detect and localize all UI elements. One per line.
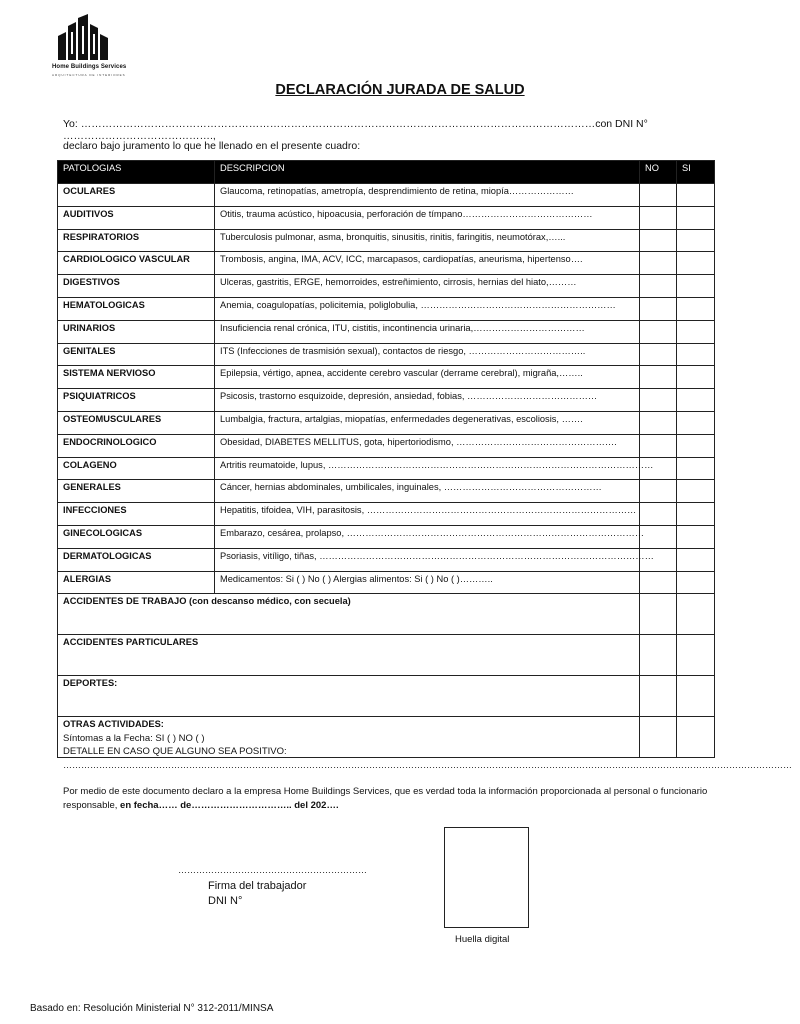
row-si-cell[interactable] [677, 676, 715, 717]
table-row [58, 389, 715, 412]
row-no-cell[interactable] [640, 275, 677, 298]
building-logo-icon [52, 12, 116, 62]
signature-line[interactable]: ……………………………………………………… [178, 865, 367, 875]
declaration-text [63, 785, 723, 813]
row-category: GENERALES [58, 480, 215, 503]
table-row [58, 229, 715, 252]
row-si-cell[interactable] [677, 457, 715, 480]
table-row-extended [58, 594, 715, 635]
row-category: INFECCIONES [58, 503, 215, 526]
row-si-cell[interactable] [677, 366, 715, 389]
declaration-body: Por medio de este documento declaro a la empresa Home Buildings Services, que es verdad toda la información proporcionada al personal o funcionario responsable, [63, 786, 708, 811]
row-description: Otitis, trauma acústico, hipoacusia, perforación de tímpano…………………………………… [215, 206, 640, 229]
table-row [58, 457, 715, 480]
table-row [58, 366, 715, 389]
row-category: DERMATOLOGICAS [58, 548, 215, 571]
row-description: Glaucoma, retinopatías, ametropía, desprendimiento de retina, miopía………………… [215, 184, 640, 207]
row-si-cell[interactable] [677, 571, 715, 594]
row-description: Embarazo, cesárea, prolapso, …………………………………………………………………………………… [215, 525, 640, 548]
row-no-cell[interactable] [640, 571, 677, 594]
row-si-cell[interactable] [677, 275, 715, 298]
extended-row-label[interactable]: OTRAS ACTIVIDADES: [58, 717, 640, 758]
row-no-cell[interactable] [640, 411, 677, 434]
fingerprint-box[interactable] [444, 827, 529, 928]
table-row [58, 252, 715, 275]
document-title: DECLARACIÓN JURADA DE SALUD [275, 82, 525, 98]
row-si-cell[interactable] [677, 206, 715, 229]
row-description: Obesidad, DIABETES MELLITUS, gota, hipertoriodismo, ……………………………………………. [215, 434, 640, 457]
row-si-cell[interactable] [677, 343, 715, 366]
row-no-cell[interactable] [640, 480, 677, 503]
row-no-cell[interactable] [640, 320, 677, 343]
row-si-cell[interactable] [677, 503, 715, 526]
table-row [58, 206, 715, 229]
row-description: Hepatitis, tifoidea, VIH, parasitosis, …………………………………………………………………………… [215, 503, 640, 526]
table-row [58, 434, 715, 457]
row-category: RESPIRATORIOS [58, 229, 215, 252]
row-si-cell[interactable] [677, 434, 715, 457]
table-row-extended [58, 635, 715, 676]
row-category: DIGESTIVOS [58, 275, 215, 298]
row-category: URINARIOS [58, 320, 215, 343]
row-category: CARDIOLOGICO VASCULAR [58, 252, 215, 275]
row-si-cell[interactable] [677, 297, 715, 320]
row-description: Psoriasis, vitíligo, tiñas, ……………………………………………………………………………………………… [215, 548, 640, 571]
sintomas-line[interactable]: Síntomas a la Fecha: SI ( ) NO ( ) [63, 733, 205, 744]
row-si-cell[interactable] [677, 480, 715, 503]
row-description: Lumbalgia, fractura, artalgias, miopatías, enfermedades degenerativas, escoliosis, ……. [215, 411, 640, 434]
row-no-cell[interactable] [640, 594, 677, 635]
oath-line: declaro bajo juramento lo que he llenado en el presente cuadro: [63, 140, 361, 152]
extended-row-label[interactable]: ACCIDENTES PARTICULARES [58, 635, 640, 676]
footer-reference: Basado en: Resolución Ministerial N° 312-2011/MINSA [30, 1003, 274, 1014]
row-description: Psicosis, trastorno esquizoide, depresión, ansiedad, fobias, …………………………………… [215, 389, 640, 412]
header-no: NO [640, 161, 677, 184]
company-logo [52, 12, 134, 78]
table-row [58, 275, 715, 298]
row-no-cell[interactable] [640, 206, 677, 229]
row-si-cell[interactable] [677, 252, 715, 275]
signature-label: Firma del trabajador [208, 880, 307, 892]
row-description: Tuberculosis pulmonar, asma, bronquitis, sinusitis, rinitis, faringitis, neumotórax,…... [215, 229, 640, 252]
row-no-cell[interactable] [640, 252, 677, 275]
row-si-cell[interactable] [677, 717, 715, 758]
row-category: HEMATOLOGICAS [58, 297, 215, 320]
fingerprint-label: Huella digital [455, 934, 510, 945]
table-row [58, 480, 715, 503]
row-description: ITS (Infecciones de trasmisión sexual), contactos de riesgo, ……………………………….. [215, 343, 640, 366]
row-category: ENDOCRINOLOGICO [58, 434, 215, 457]
row-category: GINECOLOGICAS [58, 525, 215, 548]
header-patologias: PATOLOGIAS [58, 161, 215, 184]
row-description: Trombosis, angina, IMA, ACV, ICC, marcapasos, cardiopatías, aneurisma, hipertenso…. [215, 252, 640, 275]
row-description: Artritis reumatoide, lupus, …………………………………………………………………………………………… [215, 457, 640, 480]
row-si-cell[interactable] [677, 320, 715, 343]
extended-row-label[interactable]: ACCIDENTES DE TRABAJO (con descanso médico, con secuela) [58, 594, 640, 635]
table-row [58, 411, 715, 434]
detalle-label: DETALLE EN CASO QUE ALGUNO SEA POSITIVO: [63, 746, 287, 757]
header-si: SI [677, 161, 715, 184]
logo-tagline: ARQUITECTURA DE INTERIORES [52, 73, 126, 77]
row-description: Cáncer, hernias abdominales, umbilicales, inguinales, …………………………………………… [215, 480, 640, 503]
extended-row-label[interactable]: DEPORTES: [58, 676, 640, 717]
row-category: SISTEMA NERVIOSO [58, 366, 215, 389]
row-no-cell[interactable] [640, 635, 677, 676]
row-si-cell[interactable] [677, 635, 715, 676]
detalle-field[interactable]: ……………………………………………………………………………………………………………………………………………………………………………………………………………………… [63, 760, 792, 770]
declaration-date[interactable]: en fecha…… de………………………….. del 202…. [120, 800, 339, 811]
table-row [58, 320, 715, 343]
row-description: Medicamentos: Si ( ) No ( ) Alergias alimentos: Si ( ) No ( )……….. [215, 571, 640, 594]
row-category: OCULARES [58, 184, 215, 207]
row-category: COLAGENO [58, 457, 215, 480]
row-no-cell[interactable] [640, 229, 677, 252]
table-row [58, 184, 715, 207]
table-row [58, 343, 715, 366]
row-no-cell[interactable] [640, 525, 677, 548]
identity-line[interactable]: Yo: …………………………………………………………………………………………………………………………………con DNI N° ……………………………………., [63, 118, 648, 142]
row-category: ALERGIAS [58, 571, 215, 594]
signature-dni-label: DNI N° [208, 895, 243, 907]
row-si-cell[interactable] [677, 184, 715, 207]
row-category: AUDITIVOS [58, 206, 215, 229]
row-category: PSIQUIATRICOS [58, 389, 215, 412]
row-si-cell[interactable] [677, 548, 715, 571]
health-table [57, 160, 715, 758]
table-header-row [58, 161, 715, 184]
row-si-cell[interactable] [677, 229, 715, 252]
table-row [58, 571, 715, 594]
table-row [58, 297, 715, 320]
row-description: Insuficiencia renal crónica, ITU, cistitis, incontinencia urinaria,……………………………… [215, 320, 640, 343]
row-no-cell[interactable] [640, 366, 677, 389]
row-description: Epilepsia, vértigo, apnea, accidente cerebro vascular (derrame cerebral), migraña,…….. [215, 366, 640, 389]
row-no-cell[interactable] [640, 503, 677, 526]
row-no-cell[interactable] [640, 717, 677, 758]
row-no-cell[interactable] [640, 434, 677, 457]
table-row [58, 503, 715, 526]
row-description: Anemia, coagulopatías, policitemia, poliglobulia, ……………………………………………………… [215, 297, 640, 320]
header-descripcion: DESCRIPCION [215, 161, 640, 184]
logo-name: Home Buildings Services [52, 64, 127, 70]
table-row [58, 548, 715, 571]
row-category: OSTEOMUSCULARES [58, 411, 215, 434]
row-no-cell[interactable] [640, 297, 677, 320]
row-no-cell[interactable] [640, 389, 677, 412]
row-category: GENITALES [58, 343, 215, 366]
table-row-extended [58, 676, 715, 717]
row-si-cell[interactable] [677, 389, 715, 412]
row-si-cell[interactable] [677, 594, 715, 635]
row-si-cell[interactable] [677, 525, 715, 548]
row-no-cell[interactable] [640, 184, 677, 207]
row-description: Ulceras, gastritis, ERGE, hemorroides, estreñimiento, cirrosis, hernias del hiato,……… [215, 275, 640, 298]
row-no-cell[interactable] [640, 343, 677, 366]
row-no-cell[interactable] [640, 676, 677, 717]
table-row [58, 525, 715, 548]
row-si-cell[interactable] [677, 411, 715, 434]
